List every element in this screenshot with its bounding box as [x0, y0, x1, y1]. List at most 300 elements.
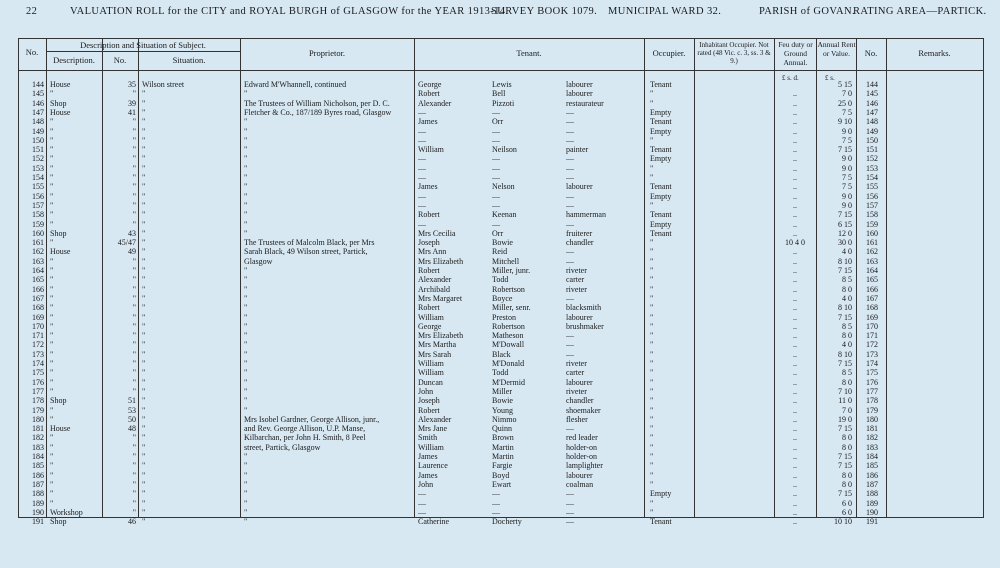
table-row [18, 415, 984, 424]
cell-no: 182 [32, 433, 44, 443]
cell-num: " [132, 359, 136, 368]
cell-sn: Robertson [492, 321, 525, 331]
cell-feu: .. [793, 182, 797, 192]
cell-no2: 163 [866, 256, 878, 266]
cell-rent: 9 0 [842, 163, 852, 173]
cell-sit: Wilson street [142, 80, 185, 89]
cell-desc: " [50, 489, 54, 499]
cell-fn: Joseph [418, 238, 440, 248]
cell-sn: — [492, 126, 500, 136]
table-row [18, 80, 984, 89]
cell-rent: 11 0 [838, 396, 852, 406]
cell-no2: 187 [866, 479, 878, 489]
cell-occupier: Empty [650, 191, 672, 201]
cell-feu: .. [793, 284, 797, 294]
cell-prop: " [244, 368, 248, 378]
cell-no: 191 [32, 517, 44, 527]
cell-occupier: Tenant [650, 145, 672, 155]
cell-num: 39 [128, 98, 136, 108]
cell-fn: Joseph [418, 396, 440, 406]
survey-book: SURVEY BOOK 1079. [491, 6, 598, 17]
table-row [18, 322, 984, 331]
cell-num: " [132, 173, 136, 182]
cell-sn: — [492, 135, 500, 145]
cell-occ: restaurateur [566, 98, 604, 108]
table-row [18, 99, 984, 108]
cell-prop: " [244, 266, 248, 275]
cell-fn: James [418, 117, 438, 127]
cell-no: 163 [32, 256, 44, 266]
cell-prop: " [244, 312, 248, 322]
cell-rent: 7 5 [842, 182, 852, 192]
cell-no: 172 [32, 340, 44, 350]
cell-no2: 153 [866, 163, 878, 173]
cell-feu: .. [793, 433, 797, 443]
cell-desc: " [50, 359, 54, 368]
cell-fn: — [418, 200, 426, 210]
cell-no: 171 [32, 331, 44, 341]
cell-sn: Todd [492, 368, 509, 378]
cell-feu: .. [793, 275, 797, 285]
cell-fn: William [418, 368, 444, 378]
cell-no2: 184 [866, 452, 878, 461]
cell-rent: 7 15 [838, 359, 852, 368]
cell-sn: Nimmo [492, 414, 517, 424]
cell-desc: " [50, 442, 54, 452]
table-row [18, 480, 984, 489]
cell-sn: Fargie [492, 461, 513, 471]
cell-sn: Bowie [492, 238, 513, 248]
cell-desc: " [50, 219, 54, 229]
cell-feu: .. [793, 507, 797, 517]
cell-occupier: " [650, 89, 654, 99]
cell-no2: 180 [866, 414, 878, 424]
cell-sit: " [142, 405, 146, 415]
table-row [18, 461, 984, 470]
cell-no: 151 [32, 145, 44, 155]
cell-no: 189 [32, 498, 44, 508]
cell-desc: " [50, 154, 54, 164]
cell-num: 49 [128, 247, 136, 257]
cell-no: 167 [32, 293, 44, 303]
cell-occupier: " [650, 359, 654, 368]
cell-occupier: " [650, 507, 654, 517]
cell-no: 187 [32, 479, 44, 489]
cell-feu: .. [793, 321, 797, 331]
cell-rent: 7 15 [838, 452, 852, 461]
cell-num: " [132, 256, 136, 266]
cell-feu: .. [793, 163, 797, 173]
table-row [18, 424, 984, 433]
cell-sn: Martin [492, 452, 514, 461]
cell-sit: " [142, 442, 146, 452]
cell-num: " [132, 126, 136, 136]
cell-num: " [132, 89, 136, 99]
cell-desc: " [50, 452, 54, 461]
cell-prop: " [244, 210, 248, 220]
cell-prop: " [244, 303, 248, 313]
cell-num: " [132, 340, 136, 350]
cell-occ: riveter [566, 386, 587, 396]
cell-feu: .. [793, 210, 797, 220]
cell-no: 159 [32, 219, 44, 229]
cell-rent: 7 10 [838, 386, 852, 396]
cell-sn: M'Donald [492, 359, 525, 368]
cell-no: 161 [32, 238, 44, 248]
cell-rent: 8 0 [842, 284, 852, 294]
cell-desc: " [50, 238, 54, 248]
cell-occupier: Empty [650, 107, 672, 117]
cell-rent: 19 0 [838, 414, 852, 424]
cell-num: " [132, 219, 136, 229]
cell-fn: — [418, 126, 426, 136]
cell-no: 181 [32, 424, 44, 434]
cell-desc: " [50, 349, 54, 359]
cell-sn: Lewis [492, 80, 512, 89]
table-row [18, 350, 984, 359]
cell-rent: 7 15 [838, 210, 852, 220]
cell-sit: " [142, 470, 146, 480]
cell-prop: " [244, 489, 248, 499]
cell-sit: " [142, 452, 146, 461]
cell-no: 170 [32, 321, 44, 331]
cell-no: 145 [32, 89, 44, 99]
cell-fn: Laurence [418, 461, 448, 471]
cell-num: " [132, 303, 136, 313]
cell-rent: 7 5 [842, 135, 852, 145]
cell-desc: House [50, 247, 71, 257]
cell-occ: lamplighter [566, 461, 603, 471]
cell-occupier: Empty [650, 489, 672, 499]
cell-feu: .. [793, 340, 797, 350]
table-row [18, 406, 984, 415]
cell-num: " [132, 349, 136, 359]
cell-fn: Duncan [418, 377, 443, 387]
table-row [18, 331, 984, 340]
cell-feu: .. [793, 126, 797, 136]
cell-prop: Mrs Isobel Gardner, George Allison, junr., [244, 414, 380, 424]
cell-sn: Martin [492, 442, 514, 452]
cell-rent: 9 10 [838, 117, 852, 127]
cell-fn: Robert [418, 303, 440, 313]
cell-no2: 191 [866, 517, 878, 527]
cell-occupier: Empty [650, 154, 672, 164]
cell-fn: William [418, 312, 444, 322]
cell-num: " [132, 284, 136, 294]
cell-num: " [132, 489, 136, 499]
cell-occ: labourer [566, 182, 593, 192]
table-row [18, 145, 984, 154]
cell-no2: 189 [866, 498, 878, 508]
cell-num: " [132, 312, 136, 322]
cell-num: " [132, 117, 136, 127]
cell-sn: Matheson [492, 331, 524, 341]
cell-feu: .. [793, 89, 797, 99]
cell-rent: 6 15 [838, 219, 852, 229]
cell-num: 45/47 [117, 238, 136, 248]
cell-rent: 8 10 [838, 349, 852, 359]
cell-sit: " [142, 256, 146, 266]
cell-prop: " [244, 163, 248, 173]
cell-occ: — [566, 219, 574, 229]
col-proprietor-header: Proprietor. [308, 48, 346, 58]
cell-sn: — [492, 173, 500, 182]
cell-sit: " [142, 126, 146, 136]
cell-fn: Mrs Jane [418, 424, 448, 434]
cell-num: " [132, 470, 136, 480]
cell-feu: .. [793, 135, 797, 145]
cell-no2: 169 [866, 312, 878, 322]
cell-sn: Bell [492, 89, 506, 99]
cell-sn: — [492, 154, 500, 164]
cell-desc: " [50, 368, 54, 378]
cell-no: 144 [32, 80, 44, 89]
cell-no: 178 [32, 396, 44, 406]
cell-sit: " [142, 386, 146, 396]
cell-prop: " [244, 517, 248, 527]
cell-fn: James [418, 182, 438, 192]
cell-occ: blacksmith [566, 303, 602, 313]
cell-feu: .. [793, 452, 797, 461]
cell-rent: 8 0 [842, 442, 852, 452]
cell-desc: " [50, 312, 54, 322]
cell-no2: 167 [866, 293, 878, 303]
cell-sit: " [142, 266, 146, 275]
col-inhabitant-header: Inhabitant Occupier. Not rated (48 Vic. c. 3, ss. 3 & 9.) [697, 41, 771, 65]
cell-occupier: " [650, 470, 654, 480]
cell-occupier: " [650, 433, 654, 443]
cell-fn: John [418, 479, 434, 489]
cell-rent: 6 0 [842, 498, 852, 508]
cell-desc: Shop [50, 396, 67, 406]
cell-feu: .. [793, 405, 797, 415]
cell-occ: chandler [566, 238, 594, 248]
cell-feu: 10 4 0 [785, 238, 805, 248]
table-row [18, 136, 984, 145]
cell-fn: Mrs Elizabeth [418, 256, 464, 266]
cell-prop: Fletcher & Co., 187/189 Byres road, Glasgow [244, 107, 392, 117]
cell-rent: 7 15 [838, 489, 852, 499]
cell-occupier: " [650, 368, 654, 378]
cell-num: " [132, 163, 136, 173]
cell-occ: — [566, 107, 574, 117]
col-description-group-header: Description and Situation of Subject. [80, 40, 206, 50]
table-row [18, 359, 984, 368]
cell-occ: — [566, 117, 574, 127]
cell-no2: 151 [866, 145, 878, 155]
cell-occ: holder-on [566, 442, 597, 452]
cell-fn: William [418, 359, 444, 368]
cell-occ: flesher [566, 414, 588, 424]
cell-occupier: " [650, 303, 654, 313]
cell-no2: 164 [866, 266, 878, 275]
cell-desc: " [50, 126, 54, 136]
cell-no: 157 [32, 200, 44, 210]
cell-sn: — [492, 219, 500, 229]
cell-feu: .. [793, 107, 797, 117]
table-row [18, 340, 984, 349]
cell-desc: " [50, 275, 54, 285]
cell-rent: 12 0 [838, 228, 852, 238]
cell-feu: .. [793, 145, 797, 155]
cell-fn: Catherine [418, 517, 450, 527]
cell-feu: .. [793, 461, 797, 471]
table-row [18, 127, 984, 136]
cell-sit: " [142, 489, 146, 499]
cell-fn: Robert [418, 266, 440, 275]
cell-rent: 8 0 [842, 331, 852, 341]
cell-occupier: " [650, 321, 654, 331]
cell-desc: " [50, 89, 54, 99]
col-feu-duty-header: Feu duty or Ground Annual. [778, 40, 813, 67]
table-row [18, 275, 984, 284]
cell-no2: 174 [866, 359, 878, 368]
cell-feu: .. [793, 498, 797, 508]
cell-occ: — [566, 126, 574, 136]
cell-rent: 30 0 [838, 238, 852, 248]
cell-sit: " [142, 163, 146, 173]
cell-sit: " [142, 359, 146, 368]
cell-fn: William [418, 145, 444, 155]
cell-no: 175 [32, 368, 44, 378]
cell-prop: " [244, 498, 248, 508]
cell-fn: — [418, 489, 426, 499]
cell-occ: — [566, 340, 574, 350]
page-header [8, 6, 992, 22]
cell-prop: The Trustees of William Nicholson, per D. C. [244, 98, 390, 108]
cell-rent: 8 0 [842, 377, 852, 387]
cell-prop: " [244, 173, 248, 182]
table-rule [18, 70, 984, 71]
cell-occupier: " [650, 293, 654, 303]
cell-feu: .. [793, 256, 797, 266]
cell-no: 183 [32, 442, 44, 452]
cell-desc: " [50, 293, 54, 303]
table-row [18, 499, 984, 508]
cell-sit: " [142, 173, 146, 182]
cell-sit: " [142, 107, 146, 117]
cell-occ: labourer [566, 312, 593, 322]
cell-sit: " [142, 517, 146, 527]
cell-prop: Sarah Black, 49 Wilson street, Partick, [244, 247, 368, 257]
cell-feu: .. [793, 98, 797, 108]
cell-no: 155 [32, 182, 44, 192]
col-number-header: No. [113, 55, 127, 65]
cell-feu: .. [793, 368, 797, 378]
cell-desc: " [50, 414, 54, 424]
cell-feu: .. [793, 247, 797, 257]
cell-rent: 8 0 [842, 433, 852, 443]
cell-desc: " [50, 173, 54, 182]
cell-fn: — [418, 173, 426, 182]
table-row [18, 452, 984, 461]
table-row [18, 285, 984, 294]
cell-feu: .. [793, 489, 797, 499]
cell-no: 149 [32, 126, 44, 136]
cell-feu: .. [793, 386, 797, 396]
cell-num: 35 [128, 80, 136, 89]
cell-sn: Bowie [492, 396, 513, 406]
cell-sn: Orr [492, 117, 504, 127]
cell-no2: 146 [866, 98, 878, 108]
cell-desc: " [50, 135, 54, 145]
cell-prop: " [244, 470, 248, 480]
cell-occ: brushmaker [566, 321, 604, 331]
cell-prop: " [244, 377, 248, 387]
cell-occupier: " [650, 498, 654, 508]
table-row [18, 517, 984, 526]
cell-occupier: " [650, 331, 654, 341]
cell-no: 185 [32, 461, 44, 471]
cell-rent: 8 5 [842, 368, 852, 378]
cell-desc: " [50, 377, 54, 387]
table-row [18, 489, 984, 498]
cell-feu: .. [793, 303, 797, 313]
cell-rent: 9 0 [842, 126, 852, 136]
cell-no2: 148 [866, 117, 878, 127]
cell-occupier: " [650, 312, 654, 322]
cell-no2: 160 [866, 228, 878, 238]
cell-fn: Smith [418, 433, 438, 443]
cell-rent: 8 10 [838, 256, 852, 266]
cell-no2: 152 [866, 154, 878, 164]
cell-no: 150 [32, 135, 44, 145]
cell-no: 147 [32, 107, 44, 117]
cell-no2: 183 [866, 442, 878, 452]
cell-num: " [132, 145, 136, 155]
cell-no: 166 [32, 284, 44, 294]
cell-rent: 4 0 [842, 247, 852, 257]
cell-occ: — [566, 507, 574, 517]
cell-prop: " [244, 479, 248, 489]
cell-sit: " [142, 507, 146, 517]
cell-occupier: " [650, 340, 654, 350]
cell-occ: carter [566, 368, 585, 378]
cell-no: 180 [32, 414, 44, 424]
cell-sn: — [492, 191, 500, 201]
cell-feu: .. [793, 219, 797, 229]
cell-rent: 8 0 [842, 470, 852, 480]
cell-desc: " [50, 303, 54, 313]
cell-sn: — [492, 107, 500, 117]
cell-num: " [132, 331, 136, 341]
cell-rent: 10 10 [834, 517, 852, 527]
cell-num: " [132, 377, 136, 387]
cell-fn: Alexander [418, 414, 452, 424]
cell-fn: John [418, 386, 434, 396]
cell-occupier: " [650, 98, 654, 108]
cell-occupier: " [650, 349, 654, 359]
cell-occupier: " [650, 256, 654, 266]
cell-no: 174 [32, 359, 44, 368]
col-occupier-header: Occupier. [652, 48, 686, 58]
cell-prop: " [244, 507, 248, 517]
col-description-header: Description. [53, 55, 95, 65]
col-no-header: No. [25, 47, 39, 57]
cell-sit: " [142, 200, 146, 210]
cell-occ: — [566, 154, 574, 164]
cell-occupier: " [650, 386, 654, 396]
table-row [18, 117, 984, 126]
cell-sn: Robertson [492, 284, 525, 294]
cell-feu: .. [793, 424, 797, 434]
cell-feu: .. [793, 414, 797, 424]
cell-feu: .. [793, 117, 797, 127]
cell-no: 164 [32, 266, 44, 275]
cell-sit: " [142, 219, 146, 229]
cell-desc: " [50, 163, 54, 173]
table-rule [46, 51, 240, 52]
